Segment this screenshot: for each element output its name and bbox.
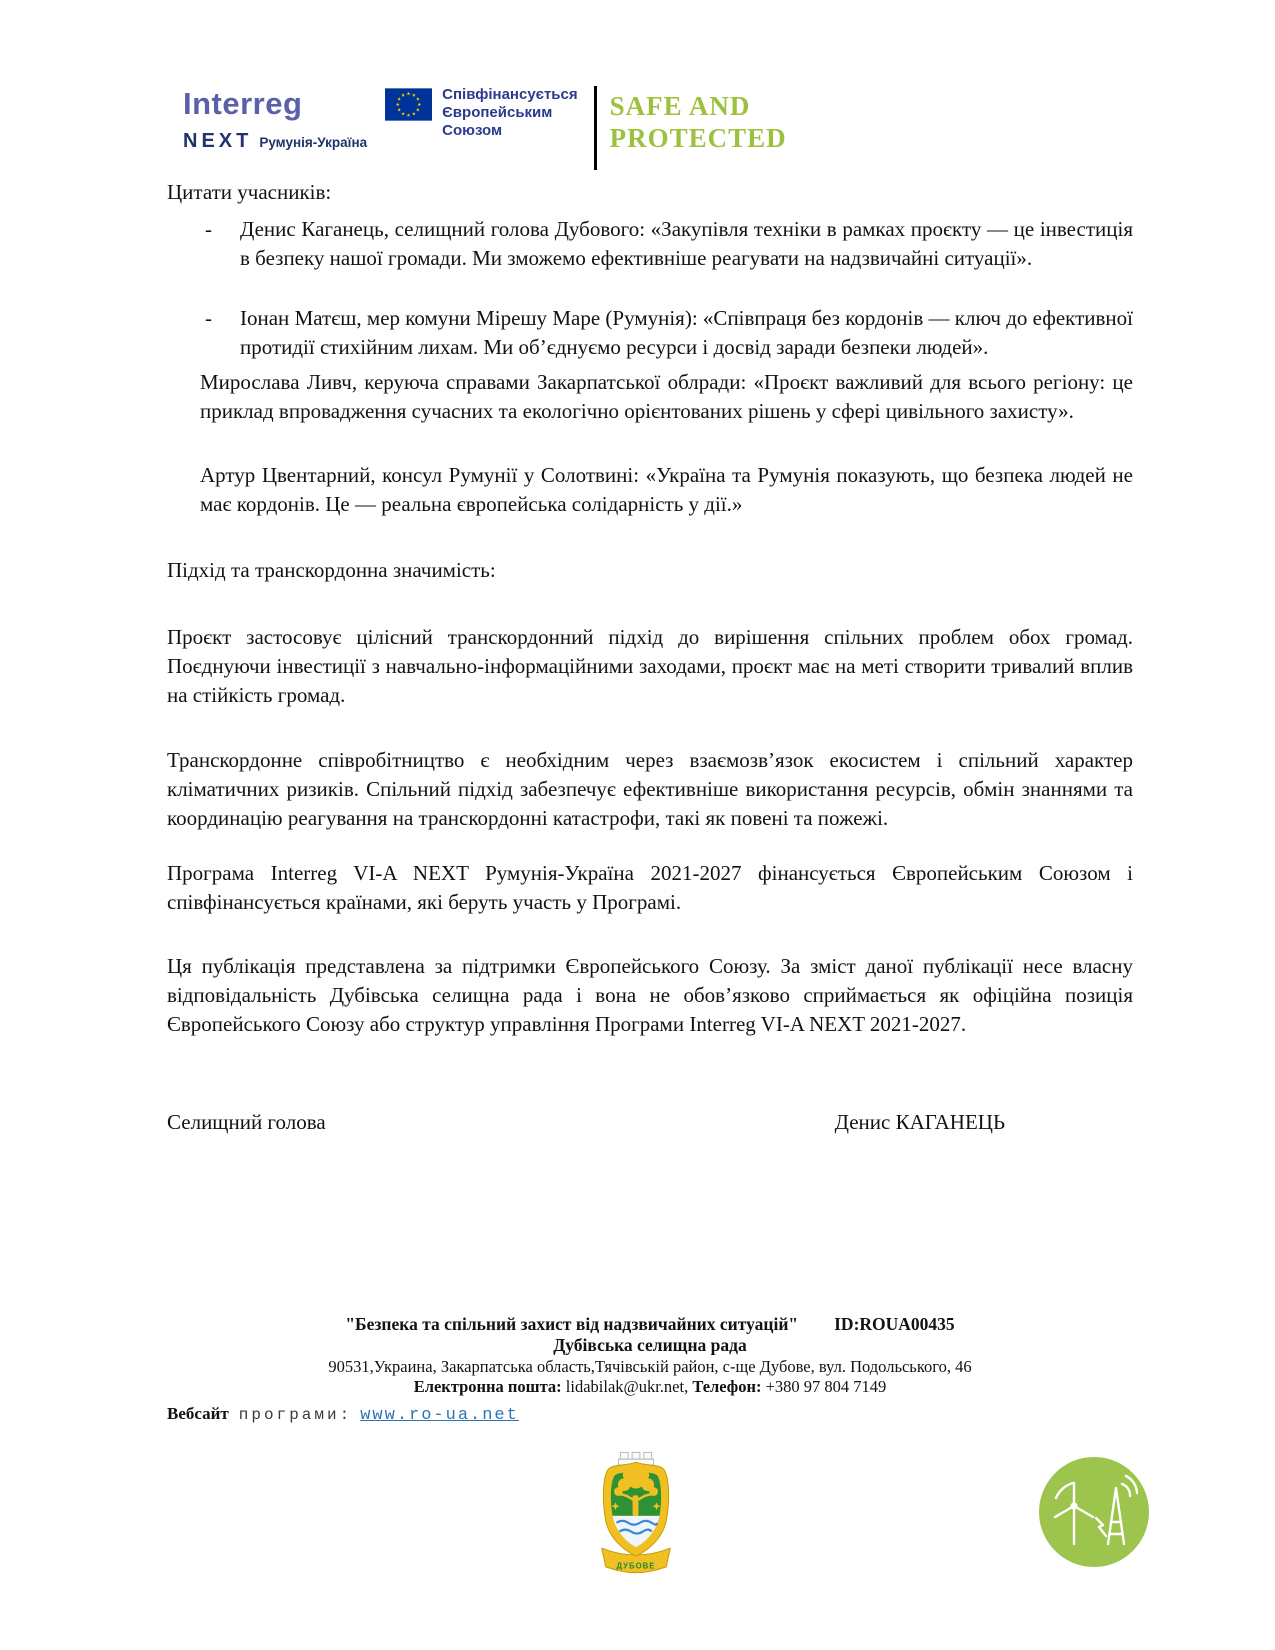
footer-email-value: lidabilak@ukr.net,	[565, 1377, 689, 1396]
eu-cofunded-text	[442, 86, 577, 140]
header-divider	[594, 86, 597, 170]
footer-email-label: Електронна пошта:	[413, 1377, 562, 1396]
interreg-next-label: NEXT	[183, 130, 253, 152]
footer-phone-value: +380 97 804 7149	[765, 1377, 887, 1396]
interreg-logo	[183, 86, 367, 153]
eu-cofunded-line2: Європейським	[442, 104, 553, 121]
footer-website-line	[167, 1404, 1133, 1425]
body-paragraph-3: Програма Interreg VI-A NEXT Румунія-Україна 2021-2027 фінансується Європейським Союзом і співфінансується країнами, які беруть участь у Програмі.	[167, 861, 1133, 914]
eu-cofunded-line1: Співфінансується	[442, 86, 578, 103]
dubove-coat-of-arms	[592, 1450, 680, 1576]
footer-project-title: "Безпека та спільний захист від надзвичайних ситуацій"	[345, 1314, 799, 1334]
quote-paragraph-4: Артур Цвентарний, консул Румунії у Солотвині: «Україна та Румунія показують, що безпека людей не має кордонів. Це — реальна європейська солідарність у дії.»	[200, 463, 1133, 516]
footer-project-id: ID:ROUA00435	[834, 1314, 955, 1334]
bullet-dash: -	[205, 306, 212, 330]
quote-bullet-2-text: Іонан Матєш, мер комуни Мірешу Маре (Румунія): «Співпраця без кордонів — ключ до ефективної протидії стихійним лихам. Ми об’єднуємо ресурси і досвід заради безпеки людей».	[240, 306, 1133, 359]
body-paragraph-2: Транскордонне співробітництво є необхідним через взаємозв’язок екосистем і спільний характер кліматичних ризиків. Спільний підхід забезпечує ефективніше використання ресурсів, обмін знаннями та координацію реагування на транскордонні катастрофи, такі як повені та пожежі.	[167, 748, 1133, 830]
signature-row	[167, 1108, 1133, 1137]
quote-bullet-2	[167, 304, 1133, 362]
quote-bullet-1-text: Денис Каганець, селищний голова Дубового: «Закупівля техніки в рамках проєкту — це інвестиція в безпеку нашої громади. Ми зможемо ефективніше реагувати на надзвичайні ситуації».	[240, 217, 1133, 270]
interreg-next-row	[183, 130, 367, 153]
document-body	[167, 178, 1133, 1137]
body-paragraph-4: Ця публікація представлена за підтримки Європейського Союзу. За зміст даної публікації несе власну відповідальність Дубівська селищна рада і вона не обов’язково сприймається як офіційна позиція Європейського Союзу або структур управління Програми Interreg VI-A NEXT 2021-2027.	[167, 954, 1133, 1036]
quote-bullet-1	[167, 215, 1133, 273]
signature-name: Денис КАГАНЕЦЬ	[834, 1110, 1005, 1134]
emblem-ribbon-label: ДУБОВЕ	[616, 1561, 656, 1571]
signature-role: Селищний голова	[167, 1110, 326, 1134]
header	[183, 86, 787, 170]
footer-website-word: програми:	[238, 1406, 353, 1424]
interreg-program-label: Румунія-Україна	[259, 135, 368, 150]
bullet-dash: -	[205, 217, 212, 241]
quotes-heading: Цитати учасників:	[167, 180, 332, 204]
project-title-line2: PROTECTED	[609, 123, 787, 153]
eu-cofunded-line3: Союзом	[442, 122, 503, 139]
project-title-line1: SAFE AND	[609, 91, 751, 121]
footer-website-link[interactable]: www.ro-ua.net	[360, 1406, 519, 1425]
eco-energy-badge-icon	[1038, 1456, 1150, 1568]
footer-council-name: Дубівська селищна рада	[553, 1335, 747, 1355]
footer-phone-label: Телефон:	[692, 1377, 762, 1396]
footer-contacts	[167, 1377, 1133, 1397]
footer	[167, 1313, 1133, 1425]
project-title	[610, 86, 787, 154]
footer-address: 90531,Украина, Закарпатська область,Тячівській район, с-ще Дубове, вул. Подольського, 46	[328, 1357, 972, 1376]
approach-heading: Підхід та транскордонна значимість:	[167, 558, 496, 582]
footer-project-line	[167, 1313, 1133, 1335]
eu-flag-icon	[385, 88, 432, 121]
body-paragraph-1: Проєкт застосовує цілісний транскордонний підхід до вирішення спільних проблем обох громад. Поєднуючи інвестиції з навчально-інформаційними заходами, проєкт має на меті створити тривалий вплив на стійкість громад.	[167, 625, 1133, 707]
interreg-wordmark: Interreg	[183, 86, 303, 121]
footer-website-label: Вебсайт	[167, 1404, 229, 1423]
quote-paragraph-3: Мирослава Ливч, керуюча справами Закарпатської облради: «Проєкт важливий для всього регіону: це приклад впровадження сучасних та екологічно орієнтованих рішень у сфері цивільного захисту».	[200, 370, 1133, 423]
eu-cofunded-block	[385, 86, 577, 140]
